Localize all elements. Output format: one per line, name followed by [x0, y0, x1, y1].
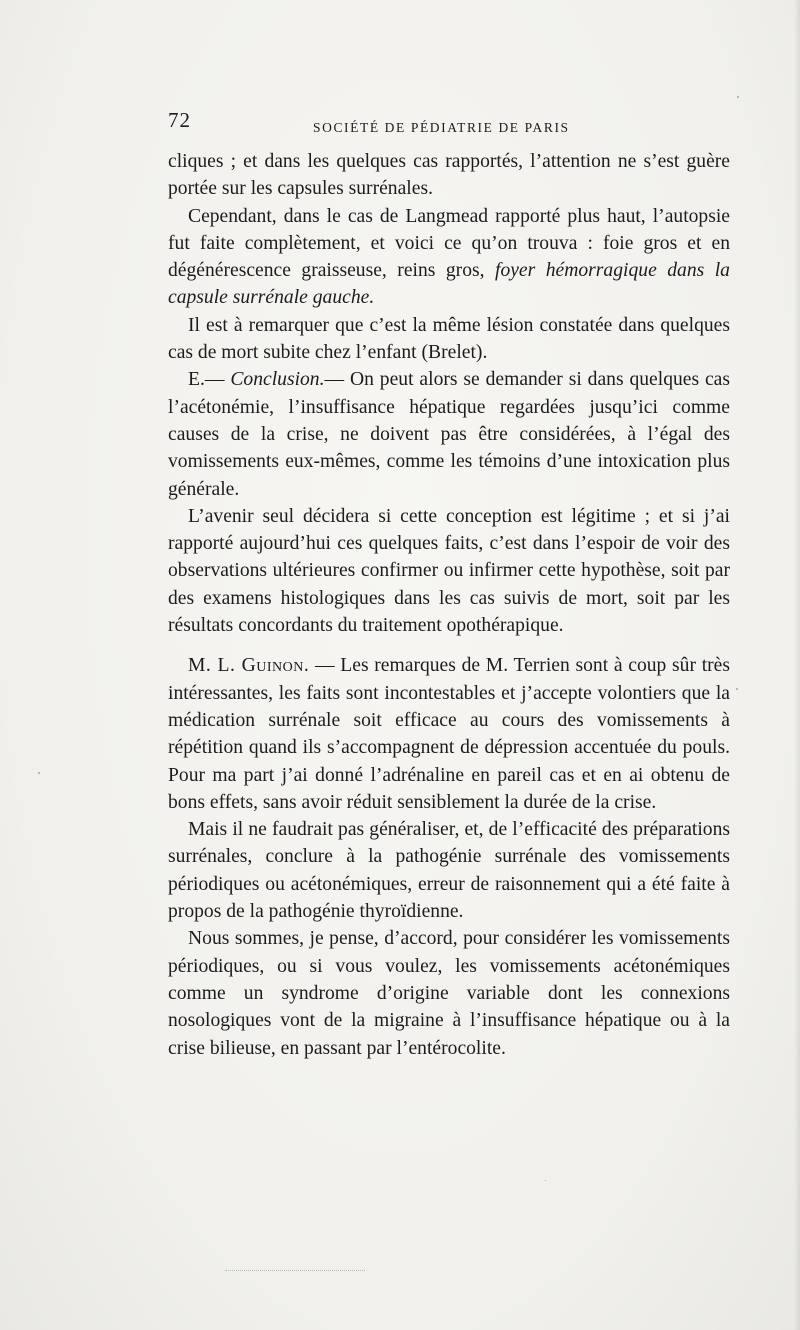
- scan-speck: [736, 688, 738, 690]
- paragraph-4: [168, 366, 730, 502]
- paragraph-2-text: Cependant, dans le cas de Langmead rapporté plus haut, l’autopsie fut faite complètement, et voici ce qu’on trouva : foie gros et en dégénérescence graisseuse, reins gros,: [168, 205, 730, 282]
- paragraph-4-text: — On peut alors se demander si dans quelques cas l’acétonémie, l’insuffisance hépatique regardées jusqu’ici comme causes de la crise, ne doivent pas être considérées, à l’égal des vomissements eux-mêmes, comme les témoins d’une intoxication plus générale.: [168, 369, 731, 500]
- page-edge-shadow: [794, 0, 800, 1330]
- page-number: 72: [168, 108, 191, 132]
- page-header: [168, 108, 738, 138]
- section-label: E.—: [188, 369, 231, 391]
- speaker-name: M. L. Guinon.: [188, 655, 310, 677]
- paragraph-2-italic: foyer hémorragique dans la capsule surrénale gauche.: [168, 260, 730, 309]
- section-heading-conclusion: Conclusion.: [230, 369, 325, 391]
- paragraph-7: Mais il ne faudrait pas généraliser, et, de l’efficacité des préparations surrénales, conclure à la pathogénie surrénale des vomissements périodiques ou acétonémiques, erreur de raisonnement qui a été faite à propos de la pathogénie thyroïdienne.: [168, 819, 730, 923]
- scan-speck: [545, 1180, 546, 1181]
- paragraph-6: [168, 652, 730, 816]
- scan-speck: [38, 772, 40, 774]
- paragraph-3: Il est à remarquer que c’est la même lésion constatée dans quelques cas de mort subite chez l’enfant (Brelet).: [168, 314, 730, 364]
- scan-artifact-line: [225, 1270, 365, 1272]
- paragraph-2: [168, 203, 730, 312]
- scan-speck: [737, 96, 739, 98]
- running-title: SOCIÉTÉ DE PÉDIATRIE DE PARIS: [313, 120, 570, 135]
- paragraph-6-text: — Les remarques de M. Terrien sont à coup sûr très intéressantes, les faits sont incontestables et j’accepte volontiers que la médication surrénale soit efficace au cours des vomissements à répétition quand ils s’accompagnent de dépression accentuée du pouls. Pour ma part j’ai donné l’adrénaline en pareil cas et en ai obtenu de bons effets, sans avoir réduit sensiblement la durée de la crise.: [168, 655, 730, 813]
- paragraph-5: L’avenir seul décidera si cette conception est légitime ; et si j’ai rapporté aujourd’hui ces quelques faits, c’est dans l’espoir de voir des observations ultérieures confirmer ou infirmer cette hypothèse, soit par des examens histologiques dans les cas suivis de mort, soit par les résultats concordants du traitement opothérapique.: [168, 505, 730, 637]
- body-text: [168, 148, 730, 1062]
- paragraph-1: cliques ; et dans les quelques cas rapportés, l’attention ne s’est guère portée sur les capsules surrénales.: [168, 151, 730, 200]
- paragraph-8: Nous sommes, je pense, d’accord, pour considérer les vomissements périodiques, ou si vous voulez, les vomissements acétonémiques comme un syndrome d’origine variable dont les connexions nosologiques vont de la migraine à l’insuffisance hépatique ou à la crise bilieuse, en passant par l’entérocolite.: [168, 928, 730, 1059]
